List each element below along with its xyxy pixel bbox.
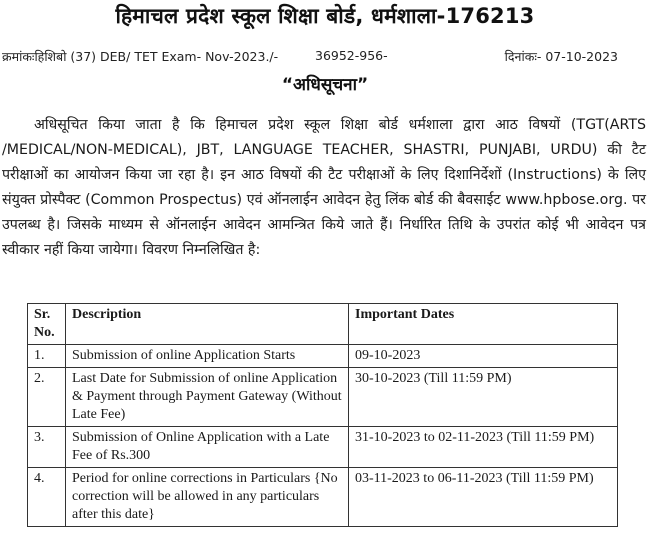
table-row (28, 345, 618, 368)
column-header-description: Description (66, 304, 349, 345)
row-date: 30-10-2023 (Till 11:59 PM) (349, 368, 618, 427)
row-description: Period for online corrections in Particulars {No correction will be allowed in any particulars after this date} (66, 468, 349, 527)
column-header-sr: Sr. No. (28, 304, 66, 345)
schedule-table (27, 303, 618, 527)
board-header-title: हिमाचल प्रदेश स्कूल शिक्षा बोर्ड, धर्मशाला-176213 (115, 4, 535, 28)
date-label: दिनांकः- (504, 49, 542, 64)
row-date: 09-10-2023 (349, 345, 618, 368)
table-row (28, 368, 618, 427)
row-date: 31-10-2023 to 02-11-2023 (Till 11:59 PM) (349, 427, 618, 468)
table-header-row (28, 304, 618, 345)
issue-date (505, 48, 618, 65)
dispatch-number: 36952-956- (315, 48, 388, 63)
row-sr: 1. (28, 345, 66, 368)
row-description: Submission of online Application Starts (66, 345, 349, 368)
row-sr: 2. (28, 368, 66, 427)
row-sr: 3. (28, 427, 66, 468)
notification-title: “अधिसूचना” (281, 75, 369, 95)
row-description: Last Date for Submission of online Application & Payment through Payment Gateway (Without Late Fee) (66, 368, 349, 427)
row-sr: 4. (28, 468, 66, 527)
row-date: 03-11-2023 to 06-11-2023 (Till 11:59 PM) (349, 468, 618, 527)
table-row (28, 468, 618, 527)
notification-paragraph: अधिसूचित किया जाता है कि हिमाचल प्रदेश स्कूल शिक्षा बोर्ड धर्मशाला द्वारा आठ विषयों (TGT(ARTS /MEDICAL/NON-MEDICAL), JBT, LANGUAGE TEACHER, SHASTRI, PUNJABI, URDU) की टैट परीक्षाओं का आयोजन किया जा रहा है। इन आठ विषयों की टैट परीक्षाओं के लिए दिशानिर्देशों (Instructions) के लिए संयुक्त प्रोस्पैक्ट (Common Prospectus) एवं ऑनलाईन आवेदन हेतु लिंक बोर्ड की बैवसाईट www.hpbose.org. पर उपलब्ध है। जिसके माध्यम से ऑनलाईन आवेदन आमन्त्रित किये जाते हैं। निर्धारित तिथि के उपरांत कोई भी आवेदन पत्र स्वीकार नहीं किया जायेगा। विवरण निम्नलिखित है: (2, 117, 646, 258)
row-description: Submission of Online Application with a Late Fee of Rs.300 (66, 427, 349, 468)
column-header-dates: Important Dates (349, 304, 618, 345)
reference-number: क्रमांकःहिशिबो (37) DEB/ TET Exam- Nov-2023./- (2, 49, 279, 64)
reference-line (2, 48, 648, 68)
date-value: 07-10-2023 (545, 49, 618, 64)
table-row (28, 427, 618, 468)
